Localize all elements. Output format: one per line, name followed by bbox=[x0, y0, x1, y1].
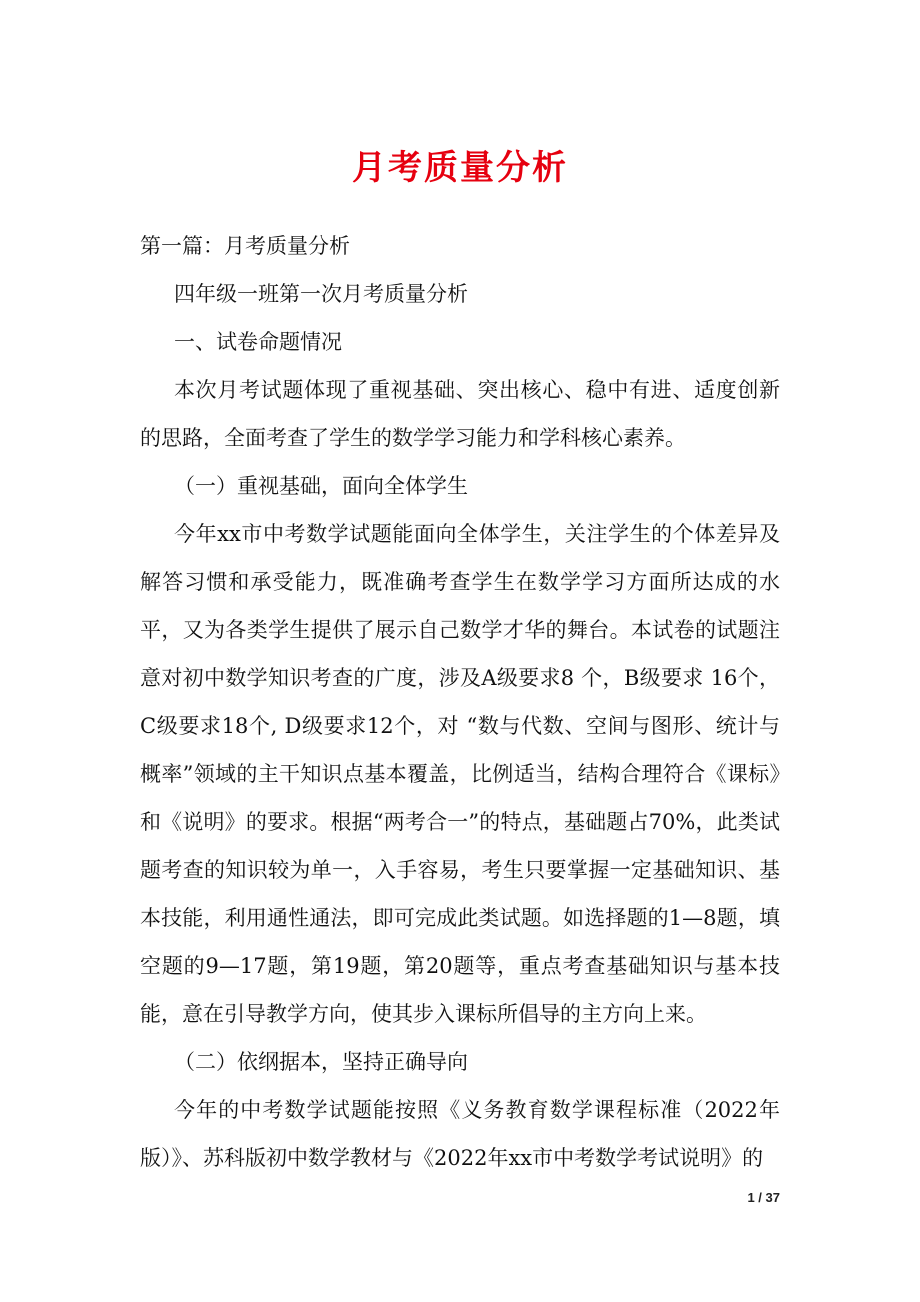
document-title: 月考质量分析 bbox=[352, 148, 568, 188]
subtitle: 四年级一班第一次月考质量分析 bbox=[174, 282, 468, 306]
subsection-heading: （二）依纲据本，坚持正确导向 bbox=[174, 1050, 468, 1074]
paragraph: 今年的中考数学试题能按照《义务教育数学课程标准（2022年版）》、苏科版初中数学教材与《2022年xx市中考数学考试说明》的 bbox=[140, 1098, 780, 1170]
page-number: 1 / 37 bbox=[747, 1190, 780, 1205]
subsection-heading: （一）重视基础，面向全体学生 bbox=[174, 474, 468, 498]
paragraph: 本次月考试题体现了重视基础、突出核心、稳中有进、适度创新的思路，全面考查了学生的数学学习能力和学科核心素养。 bbox=[140, 378, 780, 450]
section-heading: 一、试卷命题情况 bbox=[174, 330, 342, 354]
document-body bbox=[140, 222, 780, 1182]
section-heading: 第一篇：月考质量分析 bbox=[140, 234, 350, 258]
paragraph: 今年xx市中考数学试题能面向全体学生，关注学生的个体差异及解答习惯和承受能力，既准确考查学生在数学学习方面所达成的水平，又为各类学生提供了展示自己数学才华的舞台。本试卷的试题注意对初中数学知识考查的广度，涉及A级要求8 个，B级要求 16个， C级要求18个, D级要求12个，对 “数与代数、空间与图形、统计与概率”领域的主干知识点基本覆盖，比例适当，结构合理符合《课标》和《说明》的要求。根据“两考合一”的特点，基础题占70%，此类试题考查的知识较为单一，入手容易，考生只要掌握一定基础知识、基本技能，利用通性通法，即可完成此类试题。如选择题的1—8题，填空题的9—17题，第19题，第20题等，重点考查基础知识与基本技能，意在引导教学方向，使其步入课标所倡导的主方向上来。 bbox=[140, 522, 780, 1026]
